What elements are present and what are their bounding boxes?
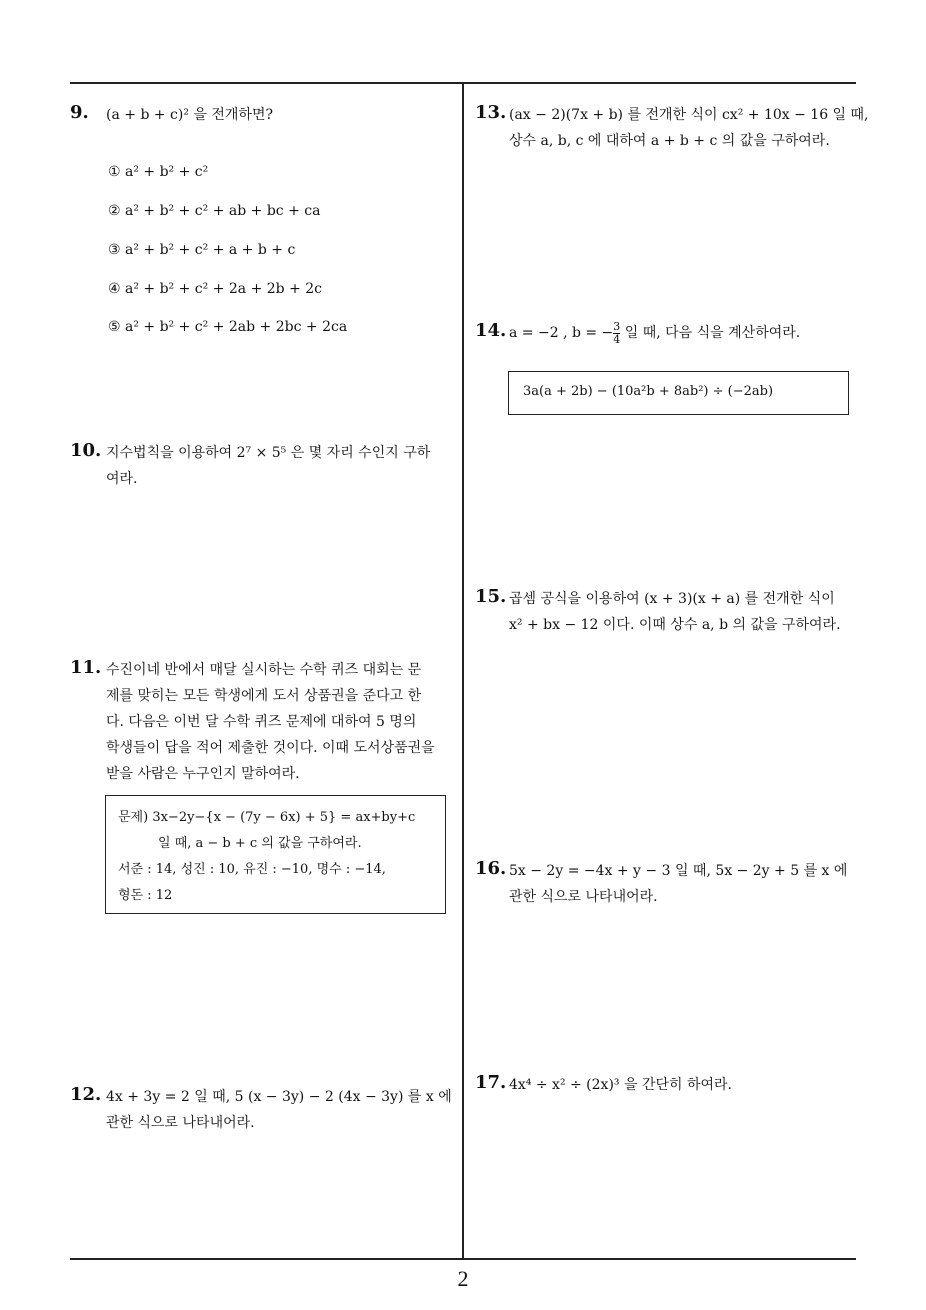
box-line: 형돈 : 12: [118, 888, 173, 903]
problem-11: [70, 655, 460, 795]
problem-number: 10.: [70, 440, 102, 461]
fraction-denominator: 4: [613, 332, 621, 346]
problem-text-line: 곱셈 공식을 이용하여 (x + 3)(x + a) 를 전개한 식이: [509, 591, 835, 607]
problem-14: [475, 318, 860, 358]
problem-text: (a + b + c)² 을 전개하면?: [106, 107, 273, 123]
problem-text-line: (ax − 2)(7x + b) 를 전개한 식이 cx² + 10x − 16 일 때,: [509, 107, 869, 123]
problem-17: [475, 1070, 860, 1104]
problem-number: 11.: [70, 657, 102, 678]
problem-15: [475, 584, 860, 644]
fraction-numerator: 3: [613, 319, 621, 333]
problem-text-line: x² + bx − 12 이다. 이때 상수 a, b 의 값을 구하여라.: [509, 617, 841, 633]
column-divider: [462, 83, 464, 1259]
problem-text-line: 5x − 2y = −4x + y − 3 일 때, 5x − 2y + 5 를 x 에: [509, 863, 848, 879]
problem-number: 15.: [475, 586, 507, 607]
box-line: 문제) 3x−2y−{x − (7y − 6x) + 5} = ax+by+c: [118, 810, 416, 825]
problem-14-box: [508, 371, 849, 415]
problem-number: 13.: [475, 102, 507, 123]
bottom-rule: [70, 1258, 856, 1260]
problem-number: 14.: [475, 320, 507, 341]
problem-number: 16.: [475, 858, 507, 879]
page-number: 2: [457, 1266, 469, 1291]
problem-number: 9.: [70, 102, 89, 123]
problem-text-line: 관한 식으로 나타내어라.: [106, 1115, 255, 1131]
choice-4: ④ a² + b² + c² + 2a + 2b + 2c: [108, 281, 323, 297]
problem-text-line: 수진이네 반에서 매달 실시하는 수학 퀴즈 대회는 문: [106, 662, 422, 678]
box-line: 일 때, a − b + c 의 값을 구하여라.: [158, 836, 362, 851]
problem-text-line: 상수 a, b, c 에 대하여 a + b + c 의 값을 구하여라.: [509, 133, 830, 149]
problem-text-line: 관한 식으로 나타내어라.: [509, 889, 658, 905]
problem-13: [475, 100, 869, 160]
choice-2: ② a² + b² + c² + ab + bc + ca: [108, 203, 321, 219]
fraction: [613, 321, 620, 346]
problem-11-box: [105, 795, 446, 914]
choice-5: ⑤ a² + b² + c² + 2ab + 2bc + 2ca: [108, 319, 348, 335]
problem-text-post: 일 때, 다음 식을 계산하여라.: [624, 325, 801, 341]
problem-text-line: 4x⁴ ÷ x² ÷ (2x)³ 을 간단히 하여라.: [509, 1077, 732, 1093]
problem-text-pre: a = −2 , b = −: [509, 325, 614, 341]
box-expression: 3a(a + 2b) − (10a²b + 8ab²) ÷ (−2ab): [523, 384, 774, 399]
problem-text-line: 여라.: [106, 471, 138, 487]
problem-12: [70, 1082, 460, 1142]
problem-number: 12.: [70, 1084, 102, 1105]
problem-16: [475, 856, 860, 916]
problem-text-line: 제를 맞히는 모든 학생에게 도서 상품권을 준다고 한: [106, 688, 422, 704]
problem-text-line: 받을 사람은 누구인지 말하여라.: [106, 766, 300, 782]
problem-number: 17.: [475, 1072, 507, 1093]
problem-text-line: 4x + 3y = 2 일 때, 5 (x − 3y) − 2 (4x − 3y) 를 x 에: [106, 1089, 452, 1105]
box-line: 서준 : 14, 성진 : 10, 유진 : −10, 명수 : −14,: [118, 862, 386, 877]
problem-text-line: 지수법칙을 이용하여 2⁷ × 5⁵ 은 몇 자리 수인지 구하: [106, 445, 431, 461]
problem-text: [509, 320, 800, 346]
choice-3: ③ a² + b² + c² + a + b + c: [108, 242, 296, 258]
choice-1: ① a² + b² + c²: [108, 164, 209, 180]
problem-10: [70, 438, 455, 498]
problem-text-line: 학생들이 답을 적어 제출한 것이다. 이때 도서상품권을: [106, 740, 435, 756]
problem-text-line: 다. 다음은 이번 달 수학 퀴즈 문제에 대하여 5 명의: [106, 714, 417, 730]
